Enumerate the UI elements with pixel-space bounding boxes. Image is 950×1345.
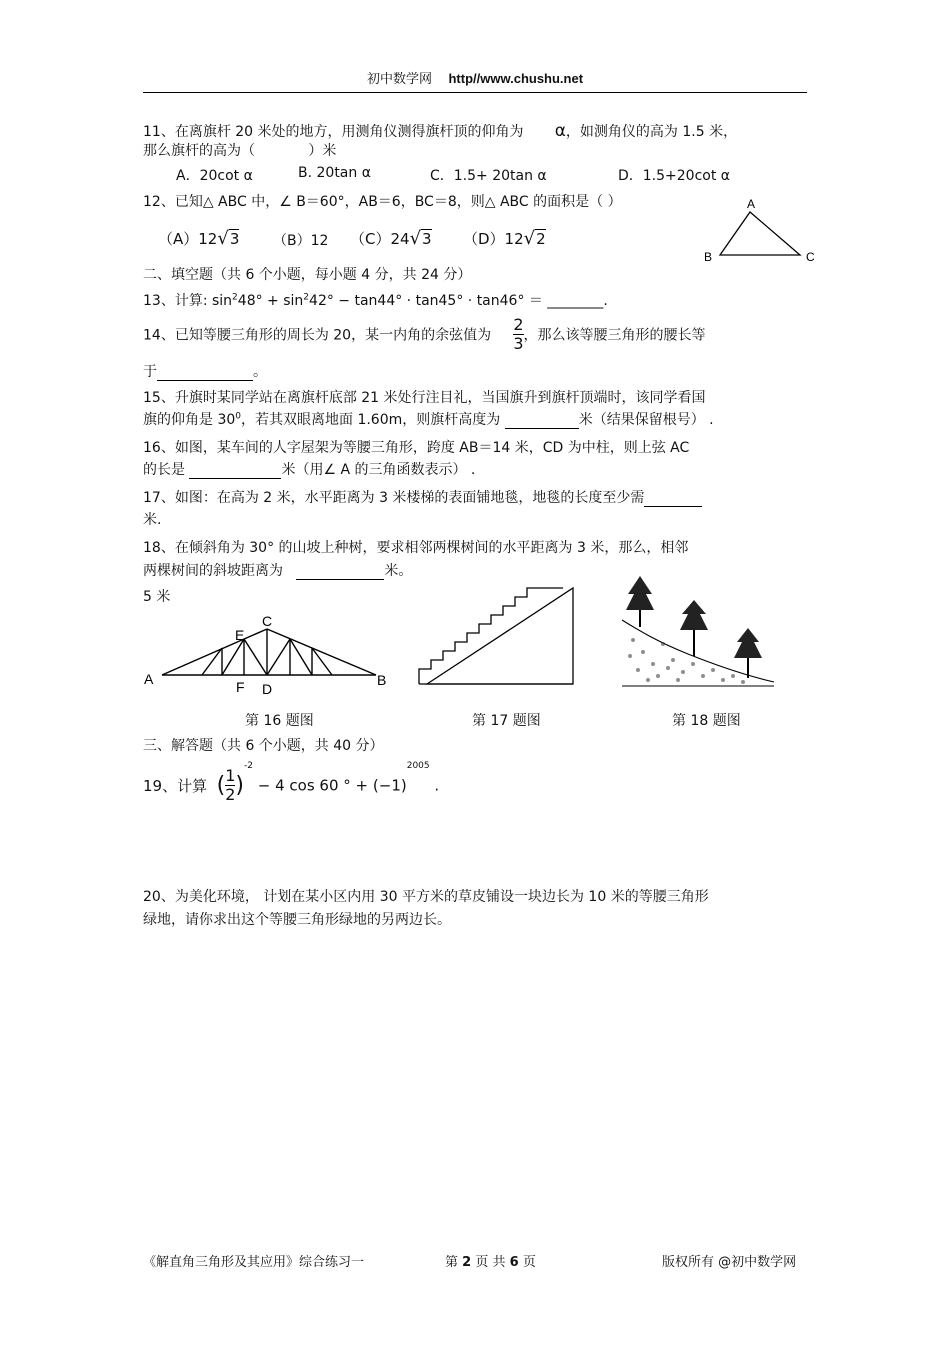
q20-line1: 20、为美化环境， 计划在某小区内用 30 平方米的草皮铺设一块边长为 10 米的等腰三角形	[143, 889, 709, 905]
q11-option-c: C．1.5+ 20tan α	[430, 168, 547, 184]
q17-line2: 米.	[143, 512, 162, 528]
truss-label-e: E	[235, 627, 245, 643]
roof-truss-figure	[140, 612, 400, 700]
figure-17-caption: 第 17 题图	[472, 713, 541, 729]
q20-line2: 绿地，请你求出这个等腰三角形绿地的另两边长。	[143, 912, 451, 928]
triangle-label-c: C	[806, 250, 815, 264]
q12-option-c: （C）24√3	[350, 228, 432, 249]
q15-line2: 旗的仰角是 $30^0$，若其双眼离地面 1.60m，则旗杆高度为 米（结果保留根号） .	[143, 411, 714, 428]
q18-line2: 两棵树间的斜坡距离为 米。	[143, 563, 413, 579]
q18-answer-blank[interactable]	[296, 563, 384, 580]
section-solve-title: 三、解答题（共 6 个小题，共 40 分）	[143, 738, 384, 754]
q19: 19、计算 ( $\frac{1}{2}$ )$^{-2}$ − 4 cos 60 ° + $(-1)^{2005}$ .	[143, 761, 440, 804]
q11-line1: 11、在离旗杆 20 米处的地方，用测角仪测得旗杆顶的仰角为 α，如测角仪的高为 1.5 米，	[143, 121, 738, 141]
q12-stem: 12、已知△ ABC 中，∠ B＝60°，AB＝6，BC＝8，则△ ABC 的面积是（ ）	[143, 194, 622, 210]
q16-line2: 的长是 米（用∠ A 的三角函数表示） .	[143, 462, 476, 478]
q14-fraction: $\frac{2}{3}$	[513, 315, 524, 353]
tree-icon-2	[680, 600, 708, 656]
q16-line1: 16、如图，某车间的人字屋架为等腰三角形，跨度 AB＝14 米，CD 为中柱，则上弦 AC	[143, 440, 690, 456]
q14-answer-blank[interactable]	[157, 364, 253, 381]
truss-label-b: B	[377, 672, 387, 688]
q11-line2: 那么旗杆的高为（ ）米	[143, 143, 337, 159]
truss-label-a: A	[144, 671, 154, 687]
q19-fraction: $\frac{1}{2}$	[225, 766, 236, 804]
truss-label-f: F	[236, 679, 245, 695]
header-divider	[143, 92, 807, 93]
five-meter-label: 5 米	[143, 589, 171, 605]
triangle-abc-figure	[700, 197, 820, 267]
footer-title: 《解直角三角形及其应用》综合练习一	[143, 1255, 365, 1270]
q18-line1: 18、在倾斜角为 30° 的山坡上种树，要求相邻两棵树间的水平距离为 3 米，那么，相邻	[143, 540, 689, 556]
q14-line2: 于 。	[143, 364, 267, 380]
q12-option-a: （A）12√3	[158, 228, 240, 249]
q11-option-a: A．20cot α	[176, 168, 253, 184]
triangle-label-a: A	[747, 197, 756, 211]
truss-label-d: D	[262, 681, 273, 697]
q16-answer-blank[interactable]	[189, 462, 281, 479]
figure-18-caption: 第 18 题图	[672, 713, 741, 729]
tree-icon-3	[734, 628, 762, 678]
q11-option-b: B. 20tan α	[298, 165, 371, 181]
footer-copyright: 版权所有 @初中数学网	[662, 1255, 797, 1270]
section-fill-in-title: 二、填空题（共 6 个小题，每小题 4 分，共 24 分）	[143, 267, 472, 283]
q17-line1: 17、如图：在高为 2 米，水平距离为 3 米楼梯的表面铺地毯，地毯的长度至少需	[143, 487, 702, 507]
alpha-symbol: α	[554, 121, 566, 141]
site-url: http//www.chushu.net	[448, 71, 584, 86]
q11-option-d: D．1.5+20cot α	[618, 168, 731, 184]
q12-option-b: （B）12	[273, 233, 329, 249]
q17-answer-blank[interactable]	[644, 490, 702, 507]
footer-page-number: 第 2 页 共 6 页	[445, 1255, 536, 1270]
truss-label-c: C	[262, 613, 273, 629]
q14-line1: 14、已知等腰三角形的周长为 20，某一内角的余弦值为 $\frac{2}{3}$ ，那么该等腰三角形的腰长等	[143, 315, 706, 353]
tree-icon-1	[626, 576, 654, 627]
triangle-label-b: B	[704, 250, 713, 264]
page-header	[0, 68, 950, 87]
staircase-figure	[413, 585, 578, 691]
q12-option-d: （D）12√2	[463, 228, 546, 249]
q15-answer-blank[interactable]	[505, 412, 579, 429]
site-name: 初中数学网	[366, 72, 432, 87]
figure-16-caption: 第 16 题图	[245, 713, 314, 729]
q13: 13、计算: $\sin^248^\circ + \sin^242^\circ - \tan 44^\circ \cdot \tan 45^\circ \cdot \tan 46^\circ$ ＝ ________.	[143, 292, 608, 309]
hillside-trees-figure	[618, 572, 778, 692]
q15-line1: 15、升旗时某同学站在离旗杆底部 21 米处行注目礼，当国旗升到旗杆顶端时，该同学看国	[143, 390, 706, 406]
